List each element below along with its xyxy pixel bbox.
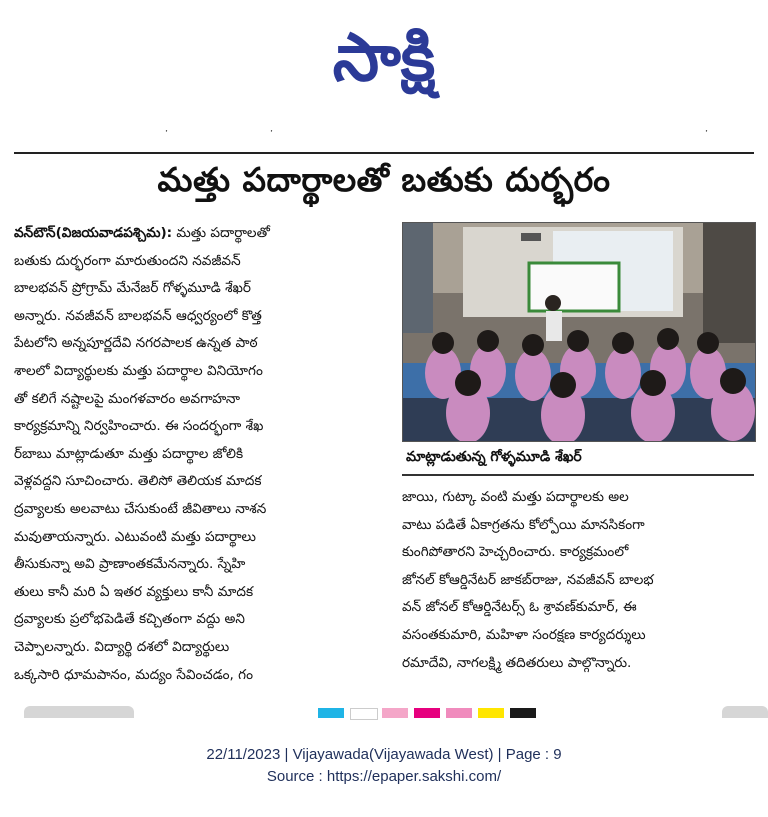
- color-swatch: [446, 708, 472, 718]
- body-text: మత్తు పదార్థాలతో: [172, 225, 270, 241]
- source-url: Source : https://epaper.sakshi.com/: [266, 768, 502, 785]
- body-line: మవుతాయన్నారు. ఎటువంటి మత్తు పదార్థాలు: [14, 528, 256, 545]
- body-line: తులు కానీ మరి ఏ ఇతర వ్యక్తులు కానీ మాదక: [14, 583, 254, 600]
- article-photo: [402, 222, 756, 442]
- body-line: ఒక్కసారి ధూమపానం, మద్యం సేవించడం, గం: [14, 666, 253, 683]
- color-swatch: [510, 708, 536, 718]
- color-swatch: [382, 708, 408, 718]
- body-line: ద్రవ్యాలకు ప్రలోభపెడితే కచ్చితంగా వద్దు అని: [14, 611, 245, 628]
- body-line: కార్యక్రమాన్ని నిర్వహించారు. ఈ సందర్భంగా శేఖ: [14, 418, 264, 435]
- right-column: [402, 484, 754, 690]
- body-line: వసంతకుమారి, మహిళా సంరక్షణ కార్యదర్శులు: [402, 627, 646, 643]
- left-column: [14, 220, 386, 690]
- body-line: అన్నారు. నవజీవన్ బాలభవన్ ఆధ్వర్యంలో కొత్త: [14, 307, 262, 324]
- headline: మత్తు పదార్థాలతో బతుకు దుర్భరం: [157, 160, 611, 199]
- body-line: చెప్పాలన్నారు. విద్యార్థి దశలో విద్యార్థులు: [14, 639, 230, 655]
- body-line: తీసుకున్నా అవి ప్రాణాంతకమేనన్నారు. స్నేహి: [14, 556, 246, 573]
- color-swatch: [414, 708, 440, 718]
- body-line: వాటు పడితే ఏకాగ్రతను కోల్పోయి మానసికంగా: [402, 516, 645, 533]
- body-line: శాలలో విద్యార్థులకు మత్తు పదార్థాల వినియోగం: [14, 363, 263, 379]
- color-swatch: [350, 708, 378, 720]
- body-line: తో కలిగే నష్టాలపై మంగళవారం అవగాహనా: [14, 390, 240, 407]
- body-line: కుంగిపోతారని హెచ్చరించారు. కార్యక్రమంలో: [402, 544, 629, 561]
- source-footer: [0, 744, 768, 788]
- color-swatch: [318, 708, 344, 718]
- logo-text: సాక్షి: [332, 19, 436, 96]
- body-line: రమాదేవి, నాగలక్ష్మి తదితరులు పాల్గొన్నారు.: [402, 654, 632, 671]
- body-line: [14, 220, 386, 246]
- body-line: బాలభవన్ ప్రోగ్రామ్ మేనేజర్ గోళ్ళమూడి శేఖర్: [14, 280, 251, 297]
- masthead: [0, 0, 768, 118]
- clipped-previous-text: ᾽ ᾽ ᾽: [164, 130, 709, 141]
- body-line: పేటలోని అన్నపూర్ణదేవి నగరపాలక ఉన్నత పాఠ: [14, 335, 258, 352]
- edition-info: 22/11/2023 | Vijayawada(Vijayawada West) | Page : 9: [206, 746, 562, 763]
- body-line: ద్రవ్యాలకు అలవాటు చేసుకుంటే జీవితాలు నాశన: [14, 501, 267, 517]
- body-line: జాయి, గుట్కా వంటి మత్తు పదార్థాలకు అల: [402, 489, 629, 505]
- classroom-photo: [403, 223, 755, 441]
- headline-block: [14, 152, 754, 220]
- color-swatch: [478, 708, 504, 718]
- photo-caption: మాట్లాడుతున్న గోళ్ళమూడి శేఖర్: [406, 449, 582, 465]
- sakshi-logo-graphic: [284, 8, 484, 108]
- body-line: వన్ జోనల్ కోఆర్డినేటర్స్ ఓ శ్రావణ్‌కుమార్, ఈ: [402, 599, 637, 616]
- registration-mark-left: [24, 706, 134, 718]
- body-line: ర్‌బాబు మాట్లాడుతూ మత్తు పదార్థాల జోలికి: [14, 445, 244, 462]
- registration-mark-right: [722, 706, 768, 718]
- body-line: జోనల్ కోఆర్డినేటర్ జాకబ్‌రాజు, నవజీవన్ బాలభ: [402, 571, 654, 588]
- news-clipping: [14, 128, 754, 720]
- caption-rule: [402, 474, 754, 476]
- body-line: బతుకు దుర్భరంగా మారుతుందని నవజీవన్: [14, 252, 241, 269]
- sakshi-logo: [284, 8, 484, 108]
- print-registration-bar: [0, 706, 768, 720]
- headline-rule: [14, 152, 754, 154]
- body-line: వెళ్లవద్దని సూచించారు. తెలిసో తెలియక మాదక: [14, 473, 262, 490]
- dateline: వన్‌టౌన్(విజయవాడపశ్చిమ):: [14, 225, 173, 241]
